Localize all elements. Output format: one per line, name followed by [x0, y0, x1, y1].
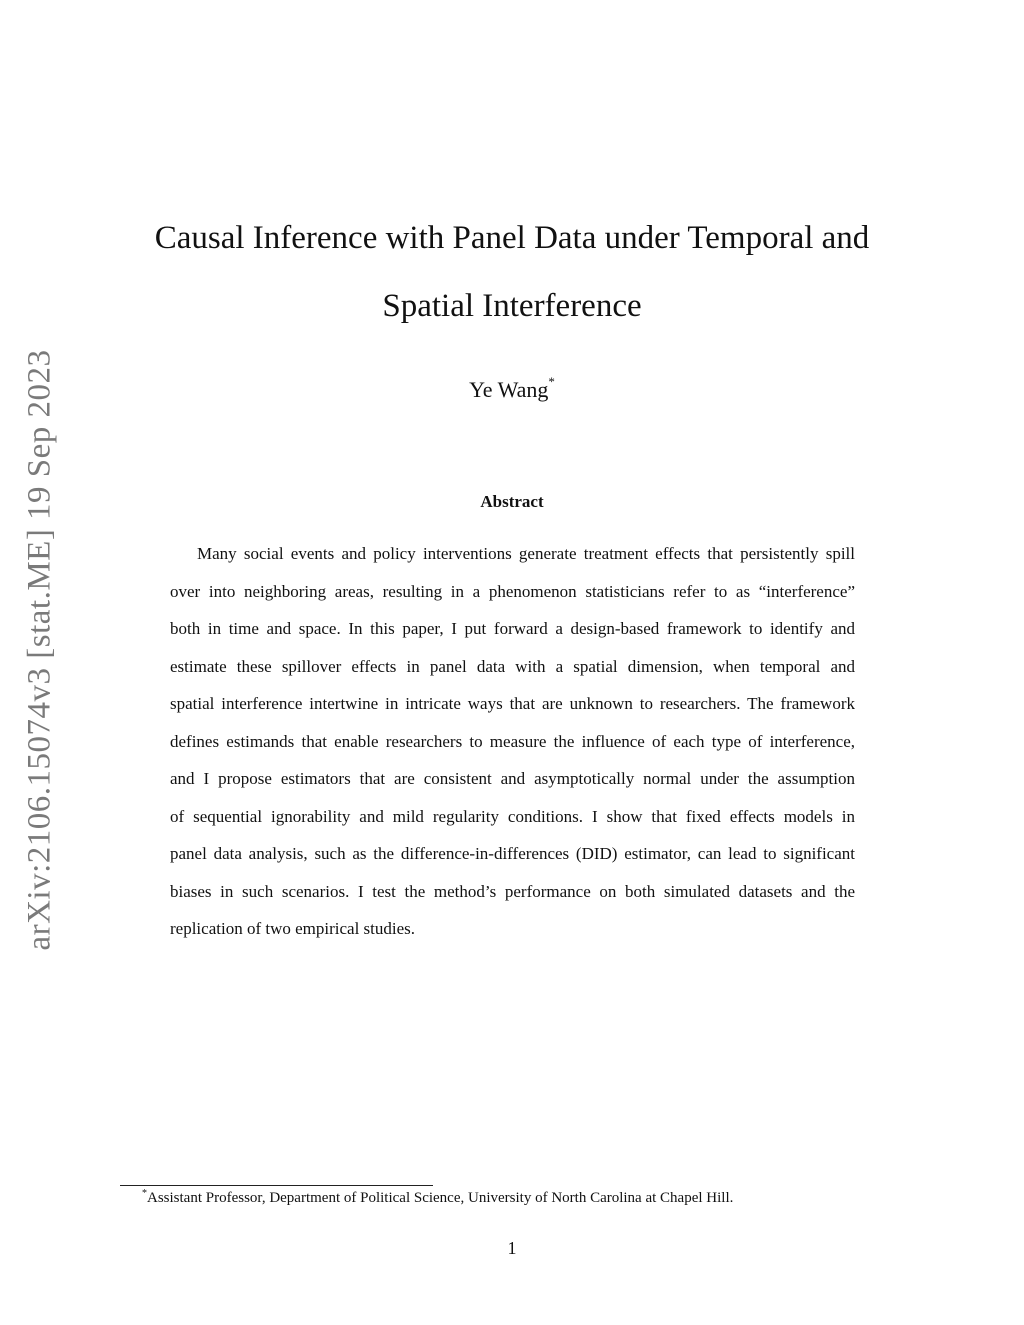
footnote-text: Assistant Professor, Department of Political Science, University of North Carolina at Chapel Hill.	[147, 1190, 734, 1206]
footnote-divider	[120, 1185, 433, 1186]
abstract-line: over into neighboring areas, resulting in a phenomenon statisticians refer to as “interference”	[170, 581, 855, 601]
abstract-line: biases in such scenarios. I test the method’s performance on both simulated datasets and the	[170, 881, 855, 901]
paper-title-line-2: Spatial Interference	[382, 288, 642, 324]
paper-title-line-1: Causal Inference with Panel Data under Temporal and	[154, 220, 870, 256]
arxiv-id-text: arXiv:2106.15074v3 [stat.ME] 19 Sep 2023	[21, 349, 58, 951]
abstract-line: panel data analysis, such as the difference-in-differences (DID) estimator, can lead to significant	[170, 844, 855, 863]
footnote-mark: *	[142, 1188, 147, 1199]
abstract-line: Many social events and policy interventions generate treatment effects that persistently spill	[197, 544, 855, 563]
abstract-line: of sequential ignorability and mild regularity conditions. I show that fixed effects models in	[170, 806, 855, 826]
author-footnote-mark[interactable]: *	[548, 374, 555, 389]
abstract-heading: Abstract	[480, 492, 544, 511]
abstract-line: defines estimands that enable researchers to measure the influence of each type of interference,	[170, 731, 855, 751]
author-name: Ye Wang	[469, 377, 549, 402]
abstract-line: replication of two empirical studies.	[170, 919, 416, 938]
page-number: 1	[507, 1238, 517, 1258]
abstract-line: both in time and space. In this paper, I put forward a design-based framework to identify and	[170, 619, 855, 638]
footnote	[142, 1190, 733, 1207]
author-block	[100, 374, 924, 403]
abstract-body	[170, 535, 855, 948]
abstract-line: spatial interference intertwine in intricate ways that are unknown to researchers. The framework	[170, 694, 855, 713]
abstract-line: estimate these spillover effects in panel data with a spatial dimension, when temporal and	[170, 656, 855, 676]
abstract-line: and I propose estimators that are consistent and asymptotically normal under the assumption	[170, 769, 855, 788]
